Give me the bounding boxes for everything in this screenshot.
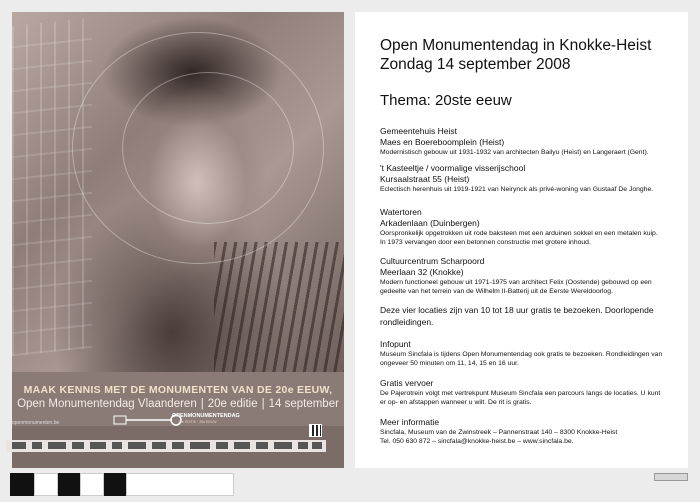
- sponsor-logo: [234, 442, 250, 449]
- sponsor-logo: [216, 442, 228, 449]
- location-title: Watertoren: [380, 207, 422, 217]
- location-description: Modernistisch gebouw uit 1931-1932 van architecten Bailyu (Heist) en Langeraert (Gent).: [380, 149, 649, 156]
- vervoer-description: er op- en afstappen wanneer u wilt. De rit is gratis.: [380, 399, 532, 406]
- banner-separator: |: [200, 398, 204, 410]
- vervoer-description: De Pajerotrein volgt met vertrekpunt Museum Sincfala een parcours langs de locaties. U kunt: [380, 390, 661, 397]
- location-address: Arkadenlaan (Duinbergen): [380, 218, 480, 228]
- calibration-bar: [58, 473, 80, 496]
- location-title: Gemeentehuis Heist: [380, 126, 458, 136]
- banner-edition: 20e editie: [207, 398, 258, 410]
- location-title: Cultuurcentrum Scharpoord: [380, 256, 485, 266]
- openings-line: rondleidingen.: [380, 317, 434, 327]
- location-address: Maes en Boereboomplein (Heist): [380, 137, 505, 147]
- sponsor-logo: [48, 442, 66, 449]
- sponsor-logo: [190, 442, 210, 449]
- infopunt-description: ongeveer 50 minuten om 11, 14, 15 en 16 uur.: [380, 360, 519, 367]
- location-title: 't Kasteeltje / voormalige visserijschool: [380, 163, 526, 173]
- location-description: In 1973 vervangen door een betonnen constructie met grotere inhoud.: [380, 239, 591, 246]
- sponsor-logos: [6, 440, 326, 452]
- infopunt-description: Museum Sincfala is tijdens Open Monumentendag ook gratis te bezoeken. Rondleidingen van: [380, 351, 663, 358]
- openings-note: [380, 304, 680, 328]
- info-title: Meer informatie: [380, 417, 440, 427]
- info-contact: Tel. 050 630 872 – sincfala@knokke-heist.be – www.sincfala.be.: [380, 438, 574, 445]
- poster: [12, 12, 344, 468]
- flyer-theme: Thema: 20ste eeuw: [380, 92, 512, 109]
- poster-url: openmonumenten.be: [12, 420, 60, 426]
- calibration-bar: [104, 473, 126, 496]
- location-scharpoord: [380, 256, 680, 296]
- location-kasteeltje: [380, 163, 680, 194]
- sponsor-logo: [172, 442, 184, 449]
- staircase-overlay: [214, 242, 344, 372]
- sponsor-logo: [90, 442, 106, 449]
- sponsor-logo: [312, 442, 322, 449]
- location-description: Oorspronkelijk opgetrokken uit rode baksteen met een arduinen sokkel en een metalen kuip.: [380, 230, 658, 237]
- sponsor-logo: [152, 442, 166, 449]
- banner-separator: |: [261, 398, 265, 410]
- info-section: [380, 417, 680, 446]
- sponsor-logo: [112, 442, 122, 449]
- flyer-title: [380, 36, 651, 74]
- flyer-title-line1: Open Monumentendag in Knokke-Heist: [380, 37, 652, 54]
- arc-overlay: [122, 72, 294, 224]
- location-description: Eclectisch herenhuis uit 1919-1921 van Neirynck als privé-woning van Gustaaf De Jonghe.: [380, 186, 654, 193]
- flyer: [355, 12, 688, 468]
- infopunt-title: Infopunt: [380, 339, 411, 349]
- location-gemeentehuis: [380, 126, 680, 157]
- flyer-title-line2: Zondag 14 september 2008: [380, 56, 571, 73]
- banner-date: 14 september: [268, 398, 339, 410]
- banner-headline: MAAK KENNIS MET DE MONUMENTEN VAN DE 20e EEUW,: [23, 384, 333, 396]
- sponsor-logo: [274, 442, 292, 449]
- sponsor-logo: [256, 442, 268, 449]
- sponsor-logo: [298, 442, 308, 449]
- location-address: Kursaalstraat 55 (Heist): [380, 174, 470, 184]
- logo-title: OPENMONUMENTENDAG: [172, 413, 240, 419]
- location-description: Modern functioneel gebouw uit 1971-1975 van architect Felix (Oostende) gebouwd op een: [380, 279, 652, 286]
- banner-event: Open Monumentendag Vlaanderen: [17, 398, 197, 410]
- infopunt-section: [380, 339, 680, 368]
- vervoer-title: Gratis vervoer: [380, 378, 434, 388]
- sponsor-logo: [32, 442, 42, 449]
- archive-tag: [654, 473, 688, 481]
- calibration-bar: [34, 473, 58, 496]
- qr-icon: [309, 424, 322, 437]
- calibration-bar: [80, 473, 104, 496]
- location-watertoren: [380, 207, 680, 247]
- location-address: Meerlaan 32 (Knokke): [380, 267, 464, 277]
- calibration-bar: [10, 473, 34, 496]
- vervoer-section: [380, 378, 680, 407]
- sponsor-logo: [12, 442, 26, 449]
- calibration-bar: [126, 473, 234, 496]
- openings-line: Deze vier locaties zijn van 10 tot 18 uur gratis te bezoeken. Doorlopende: [380, 305, 654, 315]
- location-description: gedeelte van het terrein van de Wilhelm II-Batterij uit de Eerste Wereldoorlog.: [380, 288, 613, 295]
- logo-subtitle: 20e EDITIE · 20e EEUW: [178, 420, 217, 424]
- info-address: Sincfala, Museum van de Zwinstreek – Pannenstraat 140 – 8300 Knokke-Heist: [380, 429, 618, 436]
- sponsor-logo: [128, 442, 146, 449]
- sponsor-logo: [72, 442, 84, 449]
